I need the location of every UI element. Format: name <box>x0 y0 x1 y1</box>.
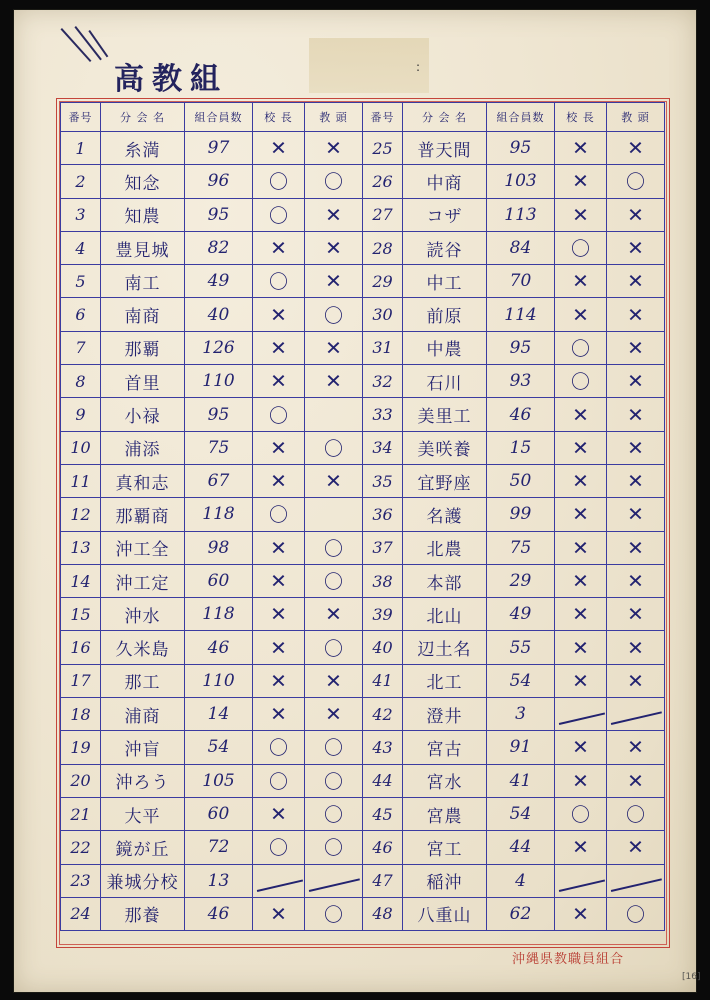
vice-principal-mark: ✕ <box>607 731 665 764</box>
vice-principal-mark: ✕ <box>607 631 665 664</box>
member-count: 72 <box>185 831 253 864</box>
vice-principal-mark: ✕ <box>607 764 665 797</box>
col-header-count-right: 組合員数 <box>487 103 555 132</box>
principal-mark: ✕ <box>555 531 607 564</box>
principal-mark: ✕ <box>253 431 305 464</box>
branch-name: 宮水 <box>403 764 487 797</box>
page-number: [16] <box>682 972 701 982</box>
row-number: 28 <box>363 231 403 264</box>
col-header-name-left: 分 会 名 <box>101 103 185 132</box>
member-count: 96 <box>185 165 253 198</box>
row-number: 11 <box>61 464 101 497</box>
principal-mark: 〇 <box>253 831 305 864</box>
principal-mark: ✕ <box>253 531 305 564</box>
vice-principal-mark: 〇 <box>305 431 363 464</box>
branch-name: 中農 <box>403 331 487 364</box>
member-count: 98 <box>185 531 253 564</box>
row-number: 45 <box>363 797 403 830</box>
member-count: 84 <box>487 231 555 264</box>
member-count: 46 <box>487 398 555 431</box>
vice-principal-mark <box>305 864 363 897</box>
branch-name: 澄井 <box>403 698 487 731</box>
table-row <box>61 398 665 431</box>
row-number: 36 <box>363 498 403 531</box>
member-count: 49 <box>487 598 555 631</box>
vice-principal-mark: 〇 <box>305 831 363 864</box>
ink-mark: : <box>416 60 421 74</box>
member-count: 54 <box>185 731 253 764</box>
table-row <box>61 198 665 231</box>
branch-name: 中商 <box>403 165 487 198</box>
col-header-vice-left: 教 頭 <box>305 103 363 132</box>
vice-principal-mark: 〇 <box>305 797 363 830</box>
row-number: 23 <box>61 864 101 897</box>
vice-principal-mark: ✕ <box>607 664 665 697</box>
vice-principal-mark: ✕ <box>305 464 363 497</box>
member-count: 75 <box>185 431 253 464</box>
member-count: 46 <box>185 897 253 930</box>
branch-name: 久米島 <box>101 631 185 664</box>
branch-name: 兼城分校 <box>101 864 185 897</box>
table-row <box>61 265 665 298</box>
table-row <box>61 797 665 830</box>
member-count: 44 <box>487 831 555 864</box>
branch-name: 糸満 <box>101 132 185 165</box>
principal-mark: ✕ <box>555 165 607 198</box>
member-count: 13 <box>185 864 253 897</box>
table-row <box>61 731 665 764</box>
member-count: 49 <box>185 265 253 298</box>
member-count: 54 <box>487 664 555 697</box>
row-number: 5 <box>61 265 101 298</box>
paper-stain <box>309 38 429 93</box>
member-count: 95 <box>185 198 253 231</box>
principal-mark: ✕ <box>555 198 607 231</box>
table-row <box>61 298 665 331</box>
branch-name: 八重山 <box>403 897 487 930</box>
vice-principal-mark: ✕ <box>305 231 363 264</box>
principal-mark: ✕ <box>253 797 305 830</box>
table-row <box>61 831 665 864</box>
table-row <box>61 698 665 731</box>
table-row <box>61 365 665 398</box>
table-row <box>61 431 665 464</box>
branch-name: 首里 <box>101 365 185 398</box>
row-number: 33 <box>363 398 403 431</box>
principal-mark: ✕ <box>555 464 607 497</box>
principal-mark: ✕ <box>555 298 607 331</box>
vice-principal-mark: 〇 <box>607 797 665 830</box>
vice-principal-mark: ✕ <box>305 698 363 731</box>
principal-mark: ✕ <box>555 664 607 697</box>
principal-mark: 〇 <box>555 365 607 398</box>
branch-name: 沖盲 <box>101 731 185 764</box>
branch-name: 沖水 <box>101 598 185 631</box>
vice-principal-mark: ✕ <box>607 564 665 597</box>
row-number: 10 <box>61 431 101 464</box>
col-header-principal-right: 校 長 <box>555 103 607 132</box>
branch-name: 宮農 <box>403 797 487 830</box>
member-count: 110 <box>185 664 253 697</box>
member-count: 60 <box>185 797 253 830</box>
table-row <box>61 564 665 597</box>
row-number: 1 <box>61 132 101 165</box>
row-number: 19 <box>61 731 101 764</box>
col-header-name-right: 分 会 名 <box>403 103 487 132</box>
row-number: 46 <box>363 831 403 864</box>
vice-principal-mark: ✕ <box>305 265 363 298</box>
branch-name: 宮工 <box>403 831 487 864</box>
branch-name: 美咲養 <box>403 431 487 464</box>
document-page <box>14 10 701 992</box>
vice-principal-mark: ✕ <box>607 598 665 631</box>
principal-mark: 〇 <box>253 764 305 797</box>
vice-principal-mark: ✕ <box>607 132 665 165</box>
vice-principal-mark: 〇 <box>305 764 363 797</box>
branch-name: 浦添 <box>101 431 185 464</box>
branch-name: コザ <box>403 198 487 231</box>
principal-mark: ✕ <box>253 331 305 364</box>
row-number: 8 <box>61 365 101 398</box>
principal-mark: ✕ <box>555 564 607 597</box>
principal-mark: 〇 <box>253 398 305 431</box>
member-count: 103 <box>487 165 555 198</box>
row-number: 38 <box>363 564 403 597</box>
member-count: 70 <box>487 265 555 298</box>
table-row <box>61 664 665 697</box>
row-number: 32 <box>363 365 403 398</box>
branch-name: 那覇商 <box>101 498 185 531</box>
col-header-vice-right: 教 頭 <box>607 103 665 132</box>
member-count: 95 <box>487 331 555 364</box>
branch-name: 石川 <box>403 365 487 398</box>
principal-mark: ✕ <box>555 431 607 464</box>
branch-name: 知念 <box>101 165 185 198</box>
table-row <box>61 897 665 930</box>
branch-name: 沖工定 <box>101 564 185 597</box>
table-row <box>61 165 665 198</box>
member-count: 118 <box>185 598 253 631</box>
vice-principal-mark: 〇 <box>305 564 363 597</box>
branch-name: 大平 <box>101 797 185 830</box>
row-number: 48 <box>363 897 403 930</box>
row-number: 43 <box>363 731 403 764</box>
member-count: 41 <box>487 764 555 797</box>
vice-principal-mark: ✕ <box>305 132 363 165</box>
branch-name: 読谷 <box>403 231 487 264</box>
row-number: 7 <box>61 331 101 364</box>
table-row <box>61 631 665 664</box>
row-number: 15 <box>61 598 101 631</box>
principal-mark: 〇 <box>253 165 305 198</box>
principal-mark: ✕ <box>253 698 305 731</box>
principal-mark: 〇 <box>253 731 305 764</box>
vice-principal-mark: 〇 <box>305 165 363 198</box>
branch-name: 北山 <box>403 598 487 631</box>
principal-mark: ✕ <box>253 664 305 697</box>
membership-table <box>60 102 665 931</box>
row-number: 21 <box>61 797 101 830</box>
principal-mark: ✕ <box>555 731 607 764</box>
row-number: 6 <box>61 298 101 331</box>
table-row <box>61 331 665 364</box>
principal-mark <box>555 698 607 731</box>
branch-name: 中工 <box>403 265 487 298</box>
table-row <box>61 598 665 631</box>
branch-name: 真和志 <box>101 464 185 497</box>
row-number: 25 <box>363 132 403 165</box>
vice-principal-mark: ✕ <box>607 265 665 298</box>
col-header-principal-left: 校 長 <box>253 103 305 132</box>
member-count: 99 <box>487 498 555 531</box>
vice-principal-mark: ✕ <box>305 598 363 631</box>
row-number: 26 <box>363 165 403 198</box>
vice-principal-mark: ✕ <box>607 331 665 364</box>
member-count: 62 <box>487 897 555 930</box>
principal-mark: ✕ <box>555 132 607 165</box>
vice-principal-mark: ✕ <box>607 365 665 398</box>
principal-mark: 〇 <box>253 198 305 231</box>
vice-principal-mark <box>305 498 363 531</box>
organization-footer: 沖縄県教職員組合 <box>512 952 625 967</box>
branch-name: 浦商 <box>101 698 185 731</box>
principal-mark: ✕ <box>555 631 607 664</box>
member-count: 46 <box>185 631 253 664</box>
member-count: 82 <box>185 231 253 264</box>
vice-principal-mark: ✕ <box>305 365 363 398</box>
row-number: 44 <box>363 764 403 797</box>
branch-name: 宮古 <box>403 731 487 764</box>
branch-name: 南工 <box>101 265 185 298</box>
table-row <box>61 764 665 797</box>
vice-principal-mark <box>305 398 363 431</box>
branch-name: 北工 <box>403 664 487 697</box>
principal-mark: ✕ <box>253 631 305 664</box>
branch-name: 宜野座 <box>403 464 487 497</box>
row-number: 18 <box>61 698 101 731</box>
vice-principal-mark: 〇 <box>305 631 363 664</box>
branch-name: 豊見城 <box>101 231 185 264</box>
vice-principal-mark: 〇 <box>305 531 363 564</box>
principal-mark: ✕ <box>555 498 607 531</box>
vice-principal-mark: ✕ <box>607 531 665 564</box>
principal-mark: 〇 <box>555 797 607 830</box>
vice-principal-mark <box>607 698 665 731</box>
member-count: 29 <box>487 564 555 597</box>
row-number: 31 <box>363 331 403 364</box>
principal-mark: 〇 <box>253 265 305 298</box>
table-row <box>61 498 665 531</box>
row-number: 37 <box>363 531 403 564</box>
table-row <box>61 464 665 497</box>
vice-principal-mark: ✕ <box>607 231 665 264</box>
member-count: 40 <box>185 298 253 331</box>
vice-principal-mark: 〇 <box>305 731 363 764</box>
vice-principal-mark: ✕ <box>607 431 665 464</box>
vice-principal-mark: 〇 <box>305 897 363 930</box>
principal-mark: ✕ <box>253 365 305 398</box>
vice-principal-mark: ✕ <box>607 398 665 431</box>
row-number: 9 <box>61 398 101 431</box>
branch-name: 南商 <box>101 298 185 331</box>
row-number: 24 <box>61 897 101 930</box>
table-header-row <box>61 103 665 132</box>
member-count: 93 <box>487 365 555 398</box>
row-number: 13 <box>61 531 101 564</box>
row-number: 41 <box>363 664 403 697</box>
table-body <box>61 132 665 931</box>
principal-mark: ✕ <box>253 298 305 331</box>
principal-mark: ✕ <box>253 231 305 264</box>
row-number: 22 <box>61 831 101 864</box>
table-row <box>61 132 665 165</box>
row-number: 30 <box>363 298 403 331</box>
branch-name: 前原 <box>403 298 487 331</box>
member-count: 60 <box>185 564 253 597</box>
row-number: 47 <box>363 864 403 897</box>
member-count: 95 <box>185 398 253 431</box>
row-number: 3 <box>61 198 101 231</box>
member-count: 114 <box>487 298 555 331</box>
vice-principal-mark: ✕ <box>607 464 665 497</box>
row-number: 14 <box>61 564 101 597</box>
col-header-count-left: 組合員数 <box>185 103 253 132</box>
vice-principal-mark: ✕ <box>607 831 665 864</box>
principal-mark: ✕ <box>555 398 607 431</box>
member-count: 15 <box>487 431 555 464</box>
vice-principal-mark: ✕ <box>607 298 665 331</box>
principal-mark: ✕ <box>555 897 607 930</box>
principal-mark: ✕ <box>555 265 607 298</box>
vice-principal-mark: 〇 <box>607 897 665 930</box>
vice-principal-mark: 〇 <box>305 298 363 331</box>
page-title: 高教組 <box>114 62 228 97</box>
row-number: 16 <box>61 631 101 664</box>
principal-mark: ✕ <box>253 897 305 930</box>
member-count: 95 <box>487 132 555 165</box>
row-number: 2 <box>61 165 101 198</box>
principal-mark <box>555 864 607 897</box>
vice-principal-mark: ✕ <box>607 498 665 531</box>
branch-name: 那覇 <box>101 331 185 364</box>
member-count: 67 <box>185 464 253 497</box>
col-header-num-right: 番号 <box>363 103 403 132</box>
branch-name: 北農 <box>403 531 487 564</box>
member-count: 110 <box>185 365 253 398</box>
member-count: 14 <box>185 698 253 731</box>
branch-name: 那工 <box>101 664 185 697</box>
member-count: 97 <box>185 132 253 165</box>
member-count: 105 <box>185 764 253 797</box>
principal-mark: ✕ <box>253 132 305 165</box>
member-count: 54 <box>487 797 555 830</box>
principal-mark: ✕ <box>253 598 305 631</box>
table-row <box>61 531 665 564</box>
branch-name: 鏡が丘 <box>101 831 185 864</box>
member-count: 50 <box>487 464 555 497</box>
branch-name: 名護 <box>403 498 487 531</box>
row-number: 27 <box>363 198 403 231</box>
principal-mark: 〇 <box>555 231 607 264</box>
vice-principal-mark: ✕ <box>305 664 363 697</box>
vice-principal-mark <box>607 864 665 897</box>
table-row <box>61 864 665 897</box>
row-number: 39 <box>363 598 403 631</box>
member-count: 118 <box>185 498 253 531</box>
branch-name: 普天間 <box>403 132 487 165</box>
member-count: 75 <box>487 531 555 564</box>
vice-principal-mark: ✕ <box>305 198 363 231</box>
row-number: 35 <box>363 464 403 497</box>
branch-name: 沖ろう <box>101 764 185 797</box>
branch-name: 辺土名 <box>403 631 487 664</box>
member-count: 55 <box>487 631 555 664</box>
row-number: 4 <box>61 231 101 264</box>
row-number: 34 <box>363 431 403 464</box>
row-number: 17 <box>61 664 101 697</box>
principal-mark: ✕ <box>253 464 305 497</box>
branch-name: 美里工 <box>403 398 487 431</box>
row-number: 40 <box>363 631 403 664</box>
member-count: 3 <box>487 698 555 731</box>
branch-name: 本部 <box>403 564 487 597</box>
row-number: 29 <box>363 265 403 298</box>
principal-mark: ✕ <box>555 598 607 631</box>
table-row <box>61 231 665 264</box>
branch-name: 知農 <box>101 198 185 231</box>
row-number: 12 <box>61 498 101 531</box>
vice-principal-mark: 〇 <box>607 165 665 198</box>
branch-name: 沖工全 <box>101 531 185 564</box>
principal-mark: ✕ <box>253 564 305 597</box>
member-count: 113 <box>487 198 555 231</box>
col-header-num-left: 番号 <box>61 103 101 132</box>
principal-mark: 〇 <box>555 331 607 364</box>
principal-mark: ✕ <box>555 831 607 864</box>
member-count: 91 <box>487 731 555 764</box>
branch-name: 小禄 <box>101 398 185 431</box>
row-number: 20 <box>61 764 101 797</box>
member-count: 126 <box>185 331 253 364</box>
branch-name: 那養 <box>101 897 185 930</box>
vice-principal-mark: ✕ <box>607 198 665 231</box>
principal-mark: 〇 <box>253 498 305 531</box>
principal-mark <box>253 864 305 897</box>
row-number: 42 <box>363 698 403 731</box>
vice-principal-mark: ✕ <box>305 331 363 364</box>
principal-mark: ✕ <box>555 764 607 797</box>
branch-name: 稲沖 <box>403 864 487 897</box>
member-count: 4 <box>487 864 555 897</box>
